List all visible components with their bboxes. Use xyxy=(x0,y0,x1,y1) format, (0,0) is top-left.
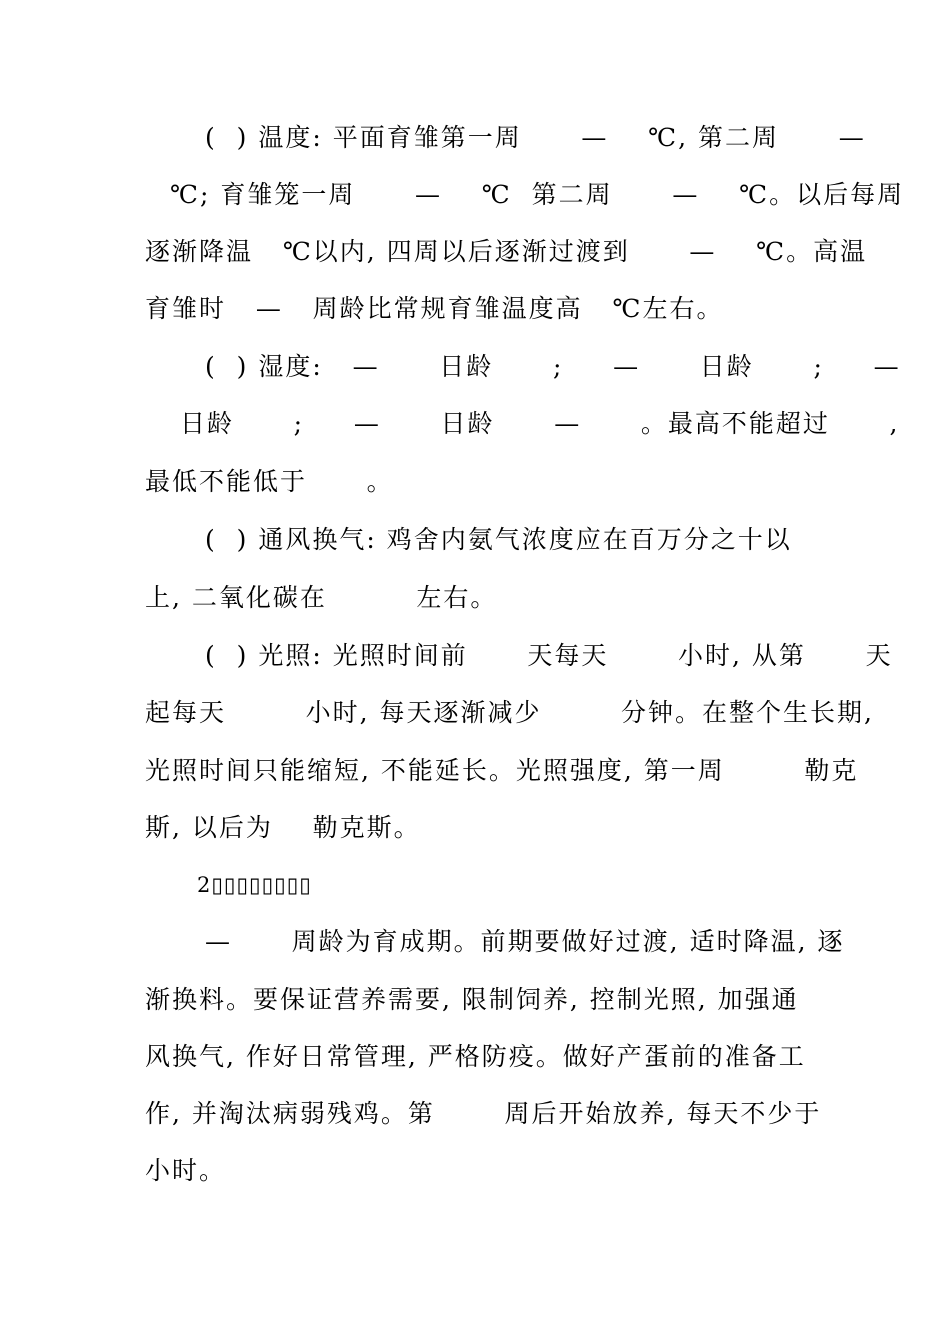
lighting-line-1: ( ) 光照: 光照时间前 天每天 小时, 从第 天 xyxy=(205,641,893,670)
section-heading: 2▯▯▯▯▯▯▯▯ xyxy=(197,873,312,897)
temperature-line-4: 育雏时 — 周龄比常规育雏温度高 ℃左右。 xyxy=(145,294,724,323)
growing-period-line-5: 小时。 xyxy=(145,1156,227,1185)
lighting-line-4: 斯, 以后为 勒克斯。 xyxy=(145,813,421,842)
ventilation-line-1: ( ) 通风换气: 鸡舍内氨气浓度应在百万分之十以 xyxy=(205,525,792,554)
lighting-line-2: 起每天 小时, 每天逐渐减少 分钟。在整个生长期, xyxy=(145,698,874,727)
growing-period-line-3: 风换气, 作好日常管理, 严格防疫。做好产蛋前的准备工 xyxy=(145,1042,806,1071)
temperature-line-3: 逐渐降温 ℃以内, 四周以后逐渐过渡到 — ℃。高温 xyxy=(145,237,868,266)
humidity-line-2: 日龄 ; — 日龄 — 。最高不能超过 , xyxy=(180,409,900,438)
growing-period-line-2: 渐换料。要保证营养需要, 限制饲养, 控制光照, 加强通 xyxy=(145,985,799,1014)
growing-period-line-4: 作, 并淘汰病弱残鸡。第 周后开始放养, 每天不少于 xyxy=(145,1099,822,1128)
humidity-line-1: ( ) 湿度: — 日龄 ; — 日龄 ; — xyxy=(205,352,901,381)
ventilation-line-2: 上, 二氧化碳在 左右。 xyxy=(145,583,498,612)
lighting-line-3: 光照时间只能缩短, 不能延长。光照强度, 第一周 勒克 xyxy=(145,756,859,785)
growing-period-line-1: — 周龄为育成期。前期要做好过渡, 适时降温, 逐 xyxy=(205,927,845,956)
humidity-line-3: 最低不能低于 。 xyxy=(145,467,394,496)
temperature-line-1: ( ) 温度: 平面育雏第一周 — ℃, 第二周 — xyxy=(205,123,866,152)
temperature-line-2: ℃; 育雏笼一周 — ℃ 第二周 — ℃。以后每周 xyxy=(170,180,905,209)
